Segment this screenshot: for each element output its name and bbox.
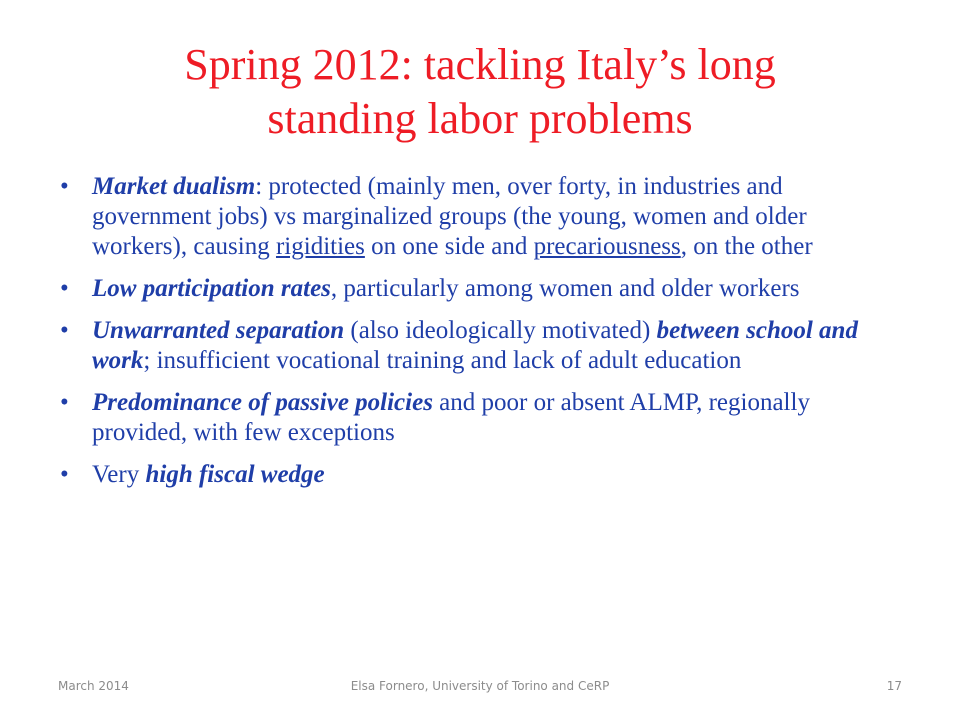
bullet-text: , particularly among women and older workers [330,275,800,302]
footer-page-number: 17 [886,679,902,693]
bullet-item-participation-rates [60,274,905,304]
title-line-2: standing labor problems [267,94,693,143]
bullet-text: : protected (mainly men, over forty, in industries and government jobs) vs marginalized groups (the young, women and older workers), causing [92,173,807,260]
bullet-icon: • [60,317,69,344]
bullet-underlined-text: rigidities [275,233,365,260]
bullet-icon: • [60,461,69,488]
bullet-text: , on the other [680,233,813,260]
slide-title [80,38,880,146]
bullet-emphasis: Low participation rates [92,275,331,302]
bullet-icon: • [60,389,69,416]
footer-author: Elsa Fornero, University of Torino and CeRP [350,679,610,693]
bullet-icon: • [60,173,69,200]
bullet-underlined-text: precariousness [533,233,681,260]
bullet-text: and poor or absent ALMP, regionally provided, with few exceptions [92,389,810,446]
bullet-emphasis: Predominance of passive policies [92,389,433,416]
bullet-text: Very [92,461,146,488]
bullet-icon: • [60,275,69,302]
slide-footer [0,676,960,698]
bullet-item-market-dualism [60,172,905,262]
bullet-item-fiscal-wedge [60,460,905,490]
bullet-list [60,172,905,502]
bullet-text: (also ideologically motivated) [344,317,657,344]
bullet-emphasis: high fiscal wedge [145,461,325,488]
bullet-item-passive-policies [60,388,905,448]
bullet-text: on one side and [364,233,534,260]
bullet-item-school-work-separation [60,316,905,376]
footer-date: March 2014 [58,679,129,693]
bullet-emphasis: between school and work [92,317,858,374]
bullet-text: ; insufficient vocational training and lack of adult education [143,347,742,374]
title-line-1: Spring 2012: tackling Italy’s long [184,40,776,89]
bullet-emphasis: Market dualism [92,173,256,200]
bullet-emphasis: Unwarranted separation [92,317,345,344]
